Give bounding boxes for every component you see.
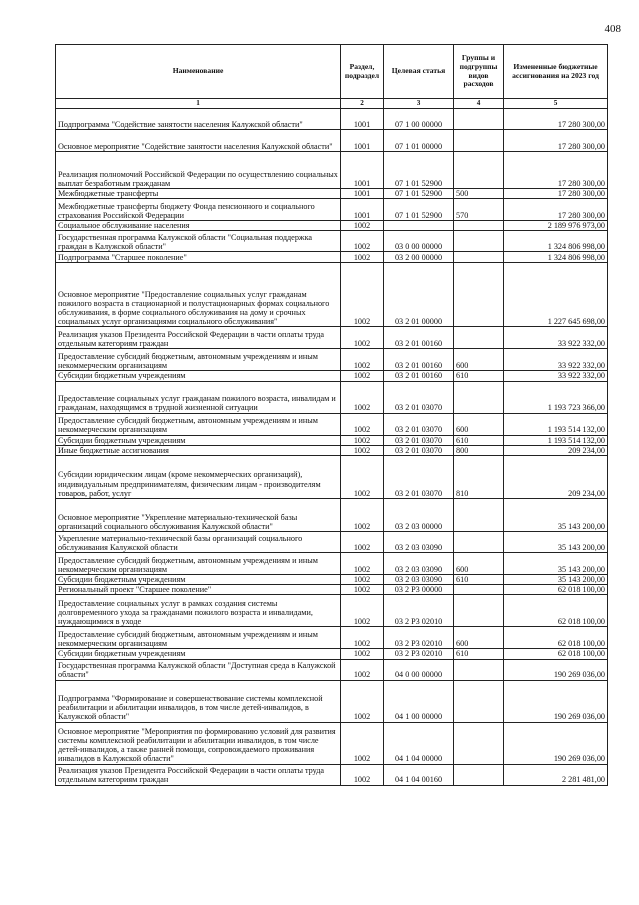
row-expense-group: 600 bbox=[454, 627, 504, 649]
table-row bbox=[56, 445, 608, 455]
table-row bbox=[56, 252, 608, 263]
row-section: 1002 bbox=[341, 627, 384, 649]
row-section: 1002 bbox=[341, 445, 384, 455]
table-row bbox=[56, 152, 608, 189]
row-amount: 1 193 514 132,00 bbox=[504, 435, 608, 445]
table-row bbox=[56, 574, 608, 584]
row-name: Основное мероприятие "Мероприятия по формированию условий для развития системы комплексной реабилитации и абилитации инвалидов, в том числе детей-инвалидов, а также ранней помощи, сопровождаемого проживания инвалидов в Калужской области" bbox=[56, 722, 341, 764]
table-row bbox=[56, 649, 608, 659]
row-expense-group bbox=[454, 659, 504, 680]
row-expense-group: 600 bbox=[454, 552, 504, 574]
row-target-article: 03 2 01 00000 bbox=[384, 263, 454, 327]
row-amount: 190 269 036,00 bbox=[504, 680, 608, 722]
row-section: 1002 bbox=[341, 659, 384, 680]
row-expense-group: 500 bbox=[454, 189, 504, 199]
row-name: Субсидии бюджетным учреждениям bbox=[56, 649, 341, 659]
row-section: 1001 bbox=[341, 109, 384, 130]
row-amount: 209 234,00 bbox=[504, 455, 608, 498]
row-expense-group bbox=[454, 130, 504, 152]
row-amount: 62 018 100,00 bbox=[504, 627, 608, 649]
row-section: 1001 bbox=[341, 152, 384, 189]
column-index: 1 bbox=[56, 99, 341, 109]
row-expense-group bbox=[454, 152, 504, 189]
header-section: Раздел, подраздел bbox=[341, 45, 384, 99]
row-expense-group bbox=[454, 764, 504, 785]
row-expense-group bbox=[454, 252, 504, 263]
row-expense-group: 600 bbox=[454, 349, 504, 371]
row-target-article: 04 1 04 00000 bbox=[384, 722, 454, 764]
row-target-article: 03 2 03 00000 bbox=[384, 498, 454, 531]
row-name: Субсидии бюджетным учреждениям bbox=[56, 574, 341, 584]
row-expense-group bbox=[454, 221, 504, 231]
row-target-article: 07 1 01 52900 bbox=[384, 199, 454, 221]
row-section: 1002 bbox=[341, 413, 384, 435]
table-row bbox=[56, 231, 608, 252]
header-group: Группы и подгруппы видов расходов bbox=[454, 45, 504, 99]
row-expense-group: 800 bbox=[454, 445, 504, 455]
row-amount: 1 324 806 998,00 bbox=[504, 252, 608, 263]
row-name: Реализация полномочий Российской Федерации по осуществлению социальных выплат безработным гражданам bbox=[56, 152, 341, 189]
row-name: Межбюджетные трансферты бюджету Фонда пенсионного и социального страхования Российской Федерации bbox=[56, 199, 341, 221]
row-amount: 209 234,00 bbox=[504, 445, 608, 455]
row-name: Региональный проект "Старшее поколение" bbox=[56, 585, 341, 595]
table-row bbox=[56, 764, 608, 785]
row-section: 1002 bbox=[341, 455, 384, 498]
row-name: Реализация указов Президента Российской Федерации в части оплаты труда отдельным категориям граждан bbox=[56, 764, 341, 785]
table-row bbox=[56, 349, 608, 371]
row-target-article: 03 2 01 00160 bbox=[384, 327, 454, 349]
table-row bbox=[56, 327, 608, 349]
table-row bbox=[56, 263, 608, 327]
row-name: Предоставление социальных услуг в рамках создания системы долговременного ухода за гражданами пожилого возраста и инвалидами, нуждающимися в уходе bbox=[56, 595, 341, 627]
row-amount: 35 143 200,00 bbox=[504, 531, 608, 552]
row-name: Основное мероприятие "Предоставление социальных услуг гражданам пожилого возраста в стационарной и полустационарных формах социального обслуживания, в форме социального обслуживания на дому и срочных социальных услуг организациями социального обслуживания" bbox=[56, 263, 341, 327]
row-amount: 33 922 332,00 bbox=[504, 371, 608, 381]
row-section: 1001 bbox=[341, 199, 384, 221]
row-amount: 17 280 300,00 bbox=[504, 109, 608, 130]
row-amount: 190 269 036,00 bbox=[504, 722, 608, 764]
row-name: Укрепление материально-технической базы организаций социального обслуживания Калужской области bbox=[56, 531, 341, 552]
row-target-article: 03 0 00 00000 bbox=[384, 231, 454, 252]
column-index-row bbox=[56, 99, 608, 109]
row-target-article: 03 2 01 00160 bbox=[384, 371, 454, 381]
row-amount: 35 143 200,00 bbox=[504, 498, 608, 531]
row-section: 1002 bbox=[341, 435, 384, 445]
row-section: 1002 bbox=[341, 231, 384, 252]
row-name: Субсидии бюджетным учреждениям bbox=[56, 435, 341, 445]
page-number: 408 bbox=[604, 23, 621, 35]
header-amount: Измененные бюджетные ассигнования на 2023 год bbox=[504, 45, 608, 99]
row-expense-group: 810 bbox=[454, 455, 504, 498]
table-row bbox=[56, 221, 608, 231]
row-target-article: 03 2 01 03070 bbox=[384, 435, 454, 445]
row-name: Иные бюджетные ассигнования bbox=[56, 445, 341, 455]
row-amount: 190 269 036,00 bbox=[504, 659, 608, 680]
row-expense-group: 570 bbox=[454, 199, 504, 221]
row-amount: 62 018 100,00 bbox=[504, 595, 608, 627]
row-amount: 1 193 723 366,00 bbox=[504, 381, 608, 413]
table-row bbox=[56, 413, 608, 435]
row-section: 1002 bbox=[341, 252, 384, 263]
row-amount: 62 018 100,00 bbox=[504, 649, 608, 659]
table-row bbox=[56, 109, 608, 130]
row-target-article: 03 2 01 00160 bbox=[384, 349, 454, 371]
row-amount: 17 280 300,00 bbox=[504, 130, 608, 152]
row-target-article: 03 2 P3 02010 bbox=[384, 627, 454, 649]
table-row bbox=[56, 435, 608, 445]
row-section: 1002 bbox=[341, 498, 384, 531]
row-amount: 33 922 332,00 bbox=[504, 327, 608, 349]
row-name: Субсидии юридическим лицам (кроме некоммерческих организаций), индивидуальным предпринимателям, физическим лицам - производителям товаров, работ, услуг bbox=[56, 455, 341, 498]
table-row bbox=[56, 680, 608, 722]
row-target-article: 03 2 03 03090 bbox=[384, 531, 454, 552]
row-name: Основное мероприятие "Укрепление материально-технической базы организаций социального обслуживания Калужской области" bbox=[56, 498, 341, 531]
row-amount: 17 280 300,00 bbox=[504, 199, 608, 221]
row-target-article bbox=[384, 221, 454, 231]
row-section: 1002 bbox=[341, 552, 384, 574]
table-header-row bbox=[56, 45, 608, 99]
table-body bbox=[56, 109, 608, 786]
row-target-article: 03 2 01 03070 bbox=[384, 381, 454, 413]
row-section: 1002 bbox=[341, 327, 384, 349]
row-expense-group bbox=[454, 595, 504, 627]
table-row bbox=[56, 455, 608, 498]
header-name: Наименование bbox=[56, 45, 341, 99]
column-index: 2 bbox=[341, 99, 384, 109]
row-name: Реализация указов Президента Российской Федерации в части оплаты труда отдельным категориям граждан bbox=[56, 327, 341, 349]
row-expense-group bbox=[454, 263, 504, 327]
row-target-article: 04 1 00 00000 bbox=[384, 680, 454, 722]
table-row bbox=[56, 585, 608, 595]
row-amount: 2 189 976 973,00 bbox=[504, 221, 608, 231]
row-section: 1002 bbox=[341, 585, 384, 595]
row-target-article: 03 2 03 03090 bbox=[384, 552, 454, 574]
row-target-article: 03 2 P3 02010 bbox=[384, 649, 454, 659]
table-row bbox=[56, 531, 608, 552]
row-name: Основное мероприятие "Содействие занятости населения Калужской области" bbox=[56, 130, 341, 152]
row-amount: 33 922 332,00 bbox=[504, 349, 608, 371]
row-section: 1002 bbox=[341, 649, 384, 659]
row-expense-group: 610 bbox=[454, 435, 504, 445]
row-section: 1002 bbox=[341, 531, 384, 552]
row-amount: 35 143 200,00 bbox=[504, 552, 608, 574]
row-target-article: 04 0 00 00000 bbox=[384, 659, 454, 680]
table-row bbox=[56, 498, 608, 531]
row-name: Государственная программа Калужской области "Доступная среда в Калужской области" bbox=[56, 659, 341, 680]
row-target-article: 04 1 04 00160 bbox=[384, 764, 454, 785]
row-name: Подпрограмма "Формирование и совершенствование системы комплексной реабилитации и абилитации инвалидов, в том числе детей-инвалидов, в Калужской области" bbox=[56, 680, 341, 722]
row-name: Предоставление субсидий бюджетным, автономным учреждениям и иным некоммерческим организациям bbox=[56, 627, 341, 649]
row-target-article: 03 2 P3 02010 bbox=[384, 595, 454, 627]
row-section: 1002 bbox=[341, 381, 384, 413]
row-section: 1001 bbox=[341, 130, 384, 152]
row-name: Предоставление социальных услуг гражданам пожилого возраста, инвалидам и гражданам, находящимся в трудной жизненной ситуации bbox=[56, 381, 341, 413]
row-expense-group bbox=[454, 327, 504, 349]
table-row bbox=[56, 189, 608, 199]
row-amount: 17 280 300,00 bbox=[504, 189, 608, 199]
row-name: Подпрограмма "Старшее поколение" bbox=[56, 252, 341, 263]
row-expense-group: 610 bbox=[454, 371, 504, 381]
row-name: Предоставление субсидий бюджетным, автономным учреждениям и иным некоммерческим организациям bbox=[56, 552, 341, 574]
row-section: 1002 bbox=[341, 221, 384, 231]
row-expense-group: 600 bbox=[454, 413, 504, 435]
row-amount: 1 227 645 698,00 bbox=[504, 263, 608, 327]
row-expense-group bbox=[454, 680, 504, 722]
row-expense-group bbox=[454, 531, 504, 552]
row-section: 1002 bbox=[341, 680, 384, 722]
row-expense-group bbox=[454, 722, 504, 764]
table-row bbox=[56, 659, 608, 680]
row-amount: 1 324 806 998,00 bbox=[504, 231, 608, 252]
row-target-article: 07 1 01 00000 bbox=[384, 130, 454, 152]
table-row bbox=[56, 552, 608, 574]
row-expense-group bbox=[454, 109, 504, 130]
row-section: 1002 bbox=[341, 263, 384, 327]
row-target-article: 07 1 01 52900 bbox=[384, 152, 454, 189]
row-name: Субсидии бюджетным учреждениям bbox=[56, 371, 341, 381]
table-row bbox=[56, 199, 608, 221]
row-target-article: 03 2 01 03070 bbox=[384, 445, 454, 455]
table-row bbox=[56, 381, 608, 413]
row-section: 1002 bbox=[341, 722, 384, 764]
row-expense-group bbox=[454, 585, 504, 595]
table-row bbox=[56, 722, 608, 764]
row-target-article: 03 2 00 00000 bbox=[384, 252, 454, 263]
table-row bbox=[56, 130, 608, 152]
row-expense-group: 610 bbox=[454, 574, 504, 584]
row-section: 1002 bbox=[341, 371, 384, 381]
row-expense-group bbox=[454, 498, 504, 531]
row-amount: 1 193 514 132,00 bbox=[504, 413, 608, 435]
row-target-article: 07 1 01 52900 bbox=[384, 189, 454, 199]
row-section: 1002 bbox=[341, 349, 384, 371]
row-expense-group bbox=[454, 381, 504, 413]
header-target: Целевая статья bbox=[384, 45, 454, 99]
row-amount: 2 281 481,00 bbox=[504, 764, 608, 785]
row-amount: 62 018 100,00 bbox=[504, 585, 608, 595]
row-name: Предоставление субсидий бюджетным, автономным учреждениям и иным некоммерческим организациям bbox=[56, 349, 341, 371]
table-row bbox=[56, 627, 608, 649]
row-name: Социальное обслуживание населения bbox=[56, 221, 341, 231]
row-target-article: 07 1 00 00000 bbox=[384, 109, 454, 130]
row-amount: 17 280 300,00 bbox=[504, 152, 608, 189]
column-index: 3 bbox=[384, 99, 454, 109]
row-name: Государственная программа Калужской области "Социальная поддержка граждан в Калужской области" bbox=[56, 231, 341, 252]
row-target-article: 03 2 P3 00000 bbox=[384, 585, 454, 595]
row-name: Межбюджетные трансферты bbox=[56, 189, 341, 199]
row-target-article: 03 2 03 03090 bbox=[384, 574, 454, 584]
row-target-article: 03 2 01 03070 bbox=[384, 413, 454, 435]
row-section: 1001 bbox=[341, 189, 384, 199]
row-target-article: 03 2 01 03070 bbox=[384, 455, 454, 498]
table-row bbox=[56, 595, 608, 627]
row-name: Подпрограмма "Содействие занятости населения Калужской области" bbox=[56, 109, 341, 130]
row-expense-group bbox=[454, 231, 504, 252]
table-row bbox=[56, 371, 608, 381]
column-index: 4 bbox=[454, 99, 504, 109]
row-amount: 35 143 200,00 bbox=[504, 574, 608, 584]
row-section: 1002 bbox=[341, 764, 384, 785]
column-index: 5 bbox=[504, 99, 608, 109]
row-name: Предоставление субсидий бюджетным, автономным учреждениям и иным некоммерческим организациям bbox=[56, 413, 341, 435]
row-section: 1002 bbox=[341, 574, 384, 584]
row-section: 1002 bbox=[341, 595, 384, 627]
row-expense-group: 610 bbox=[454, 649, 504, 659]
budget-table bbox=[55, 44, 608, 786]
